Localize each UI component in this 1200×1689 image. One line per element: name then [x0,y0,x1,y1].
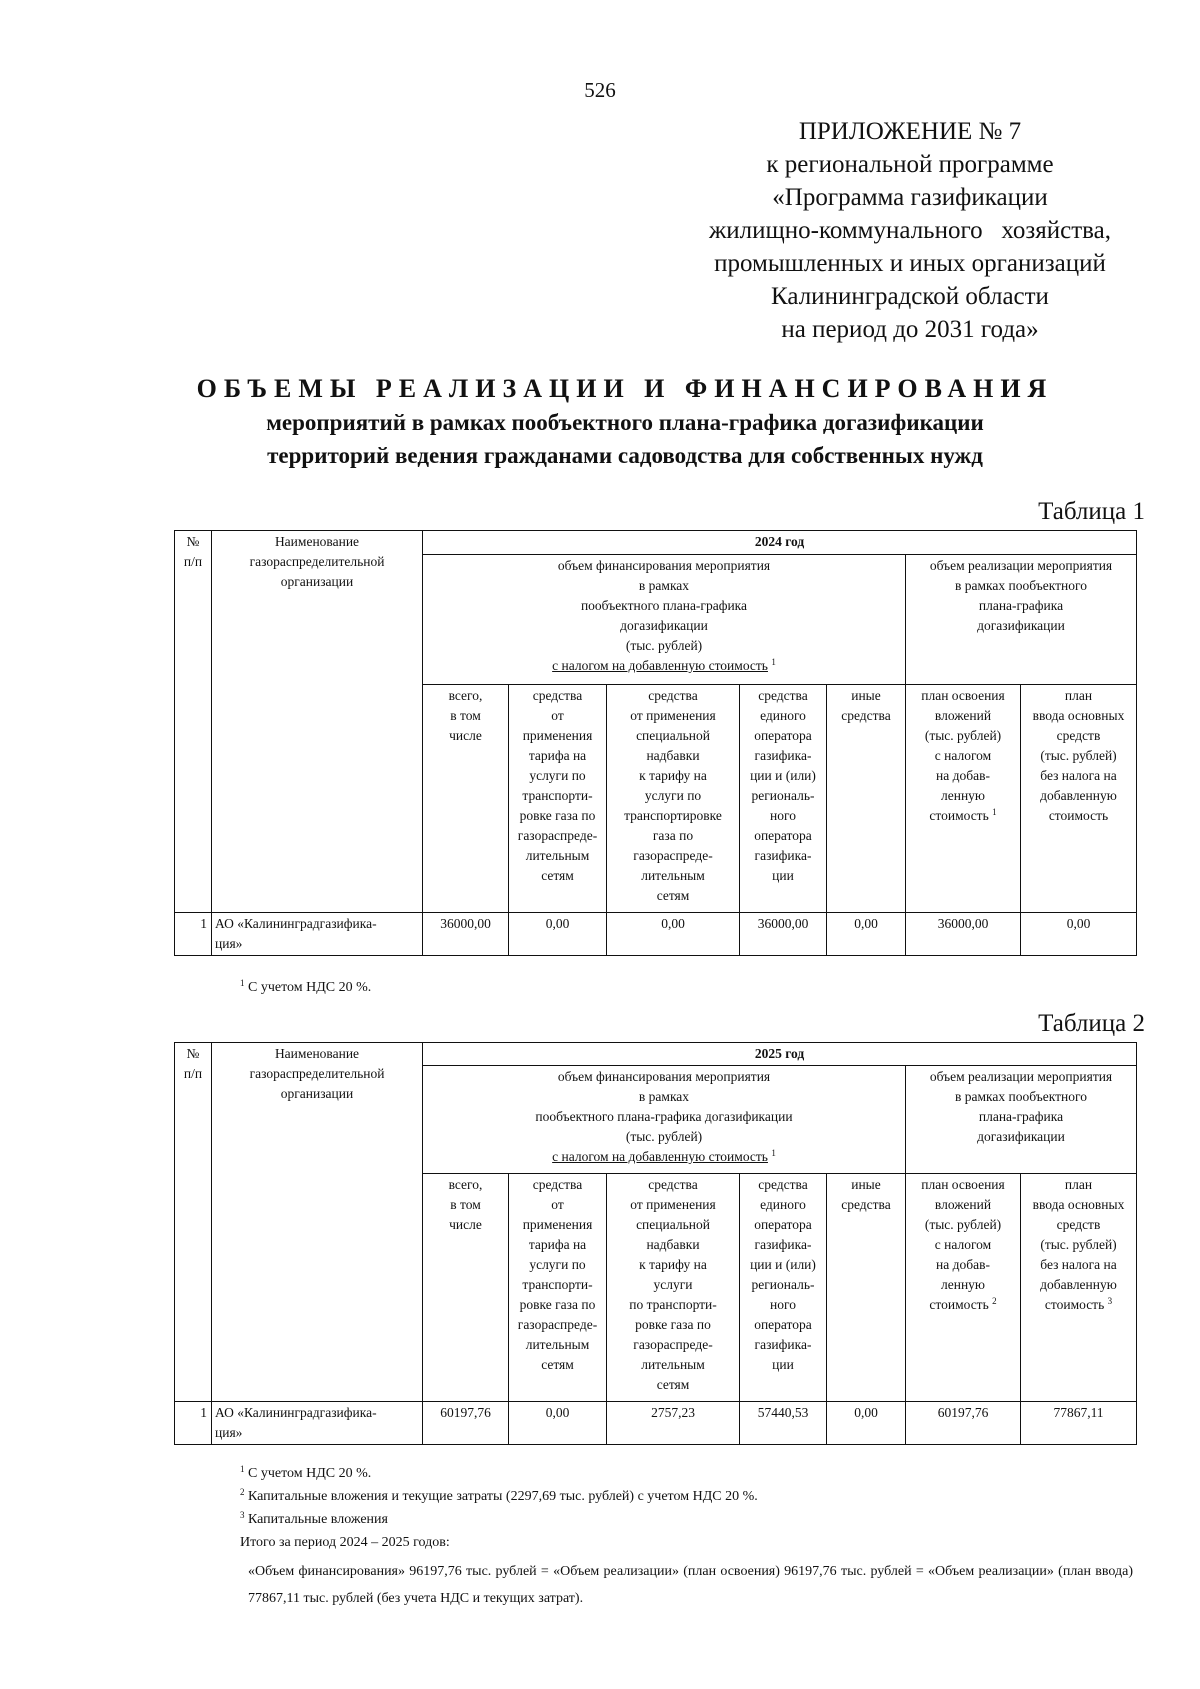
footnote: $^3$ Капитальные вложения [240,1510,388,1527]
col-header-tariff: средства от применения тарифа на услуги по транспорти- ровке газа по газораспреде- лительным сетям [509,685,607,913]
col-header-org: Наименование газораспределительной организации [212,531,423,913]
title-main: ОБЪЕМЫ РЕАЛИЗАЦИИ И ФИНАНСИРОВАНИЯ [196,374,1054,403]
footnote-ref: 1 [771,1148,776,1158]
col-header-fixed-assets: план ввода основных средств (тыс. рублей) без налога на добавленную стоимость [1021,685,1137,913]
footnote-ref: 2 [992,1296,997,1306]
row-total: 60197,76 [423,1402,509,1445]
year-header: 2025 год [423,1043,1137,1066]
col-header-plan: план освоения вложений (тыс. рублей) с налогом на добав- ленную стоимость $^2$ [906,1174,1021,1402]
footnote-ref: 3 [1107,1296,1113,1306]
financing-header: объем финансирования мероприятия в рамках пообъектного плана-графика догазификации (тыс. рублей) с налогом на добавленную стоимость $^1$ [423,555,906,685]
row-org: АО «Калининградгазифика- ция» [212,913,423,956]
table2-footnotes [240,1462,1140,1554]
row-plan: 36000,00 [906,913,1021,956]
row-operator: 57440,53 [740,1402,827,1445]
appendix-line: «Программа газификации [772,184,1048,211]
row-plan: 60197,76 [906,1402,1021,1445]
table1-label: Таблица 1 [1038,498,1145,525]
title-subtitle-line: территорий ведения гражданами садоводства для собственных нужд [267,443,983,468]
table-row [175,913,1137,956]
row-total: 36000,00 [423,913,509,956]
col-header-surcharge: средства от применения специальной надбавки к тарифу на услуги по транспортировке газа по газораспреде- лительным сетям [607,685,740,913]
appendix-line: Калининградской области [771,283,1049,310]
appendix-line: ПРИЛОЖЕНИЕ № 7 [798,118,1022,145]
col-header-num: № п/п [175,1043,212,1402]
col-header-plan: план освоения вложений (тыс. рублей) с налогом на добав- ленную стоимость $^1$ [906,685,1021,913]
footnote: $^1$ С учетом НДС 20 %. [240,1464,372,1481]
year-header: 2024 год [423,531,1137,555]
appendix-header [660,115,1160,346]
table1-footnotes [240,976,1140,999]
row-fixed-assets: 77867,11 [1021,1402,1137,1445]
row-tariff: 0,00 [509,1402,607,1445]
table-row [175,1402,1137,1445]
row-num: 1 [175,913,212,956]
implementation-header: объем реализации мероприятия в рамках пообъектного плана-графика догазификации [906,1066,1137,1174]
col-header-total: всего, в том числе [423,685,509,913]
appendix-line: жилищно-коммунального хозяйства, [709,217,1111,244]
appendix-line: к региональной программе [766,151,1054,178]
title-subtitle-line: мероприятий в рамках пообъектного плана-графика догазификации [266,410,984,435]
col-header-num: № п/п [175,531,212,913]
page-number: 526 [584,78,616,102]
col-header-org: Наименование газораспределительной организации [212,1043,423,1402]
col-header-other: иные средства [827,685,906,913]
row-num: 1 [175,1402,212,1445]
row-fixed-assets: 0,00 [1021,913,1137,956]
total-period-label: Итого за период 2024 – 2025 годов: [240,1535,450,1550]
footnote: $^1$ С учетом НДС 20 %. [240,978,372,995]
footnote-ref: 1 [771,657,776,667]
row-other: 0,00 [827,1402,906,1445]
row-operator: 36000,00 [740,913,827,956]
table2 [174,1042,1137,1445]
footnote-ref: 1 [992,807,997,817]
row-tariff: 0,00 [509,913,607,956]
table2-label: Таблица 2 [1038,1010,1145,1037]
col-header-surcharge: средства от применения специальной надбавки к тарифу на услуги по транспорти- ровке газа по газораспреде- лительным сетям [607,1174,740,1402]
appendix-line: на период до 2031 года» [781,316,1039,343]
summary-paragraph: «Объем финансирования» 96197,76 тыс. рублей = «Объем реализации» (план освоения) 96197,76 тыс. рублей = «Объем реализации» (план ввода) 77867,11 тыс. рублей (без учета НДС и текущих затрат). [248,1564,1133,1606]
col-header-other: иные средства [827,1174,906,1402]
col-header-operator: средства единого оператора газифика- ции и (или) региональ- ного оператора газифика- ции [740,1174,827,1402]
implementation-header: объем реализации мероприятия в рамках пообъектного плана-графика догазификации [906,555,1137,685]
footnote: $^2$ Капитальные вложения и текущие затраты (2297,69 тыс. рублей) с учетом НДС 20 %. [240,1487,758,1504]
financing-header: объем финансирования мероприятия в рамках пообъектного плана-графика догазификации (тыс. рублей) с налогом на добавленную стоимость $^1$ [423,1066,906,1174]
table1 [174,530,1137,956]
col-header-tariff: средства от применения тарифа на услуги по транспорти- ровке газа по газораспреде- лительным сетям [509,1174,607,1402]
document-title [120,372,1130,472]
row-surcharge: 2757,23 [607,1402,740,1445]
col-header-fixed-assets: план ввода основных средств (тыс. рублей) без налога на добавленную стоимость $^3$ [1021,1174,1137,1402]
col-header-operator: средства единого оператора газифика- ции и (или) региональ- ного оператора газифика- ции [740,685,827,913]
row-surcharge: 0,00 [607,913,740,956]
appendix-line: промышленных и иных организаций [714,250,1106,277]
col-header-total: всего, в том числе [423,1174,509,1402]
row-org: АО «Калининградгазифика- ция» [212,1402,423,1445]
row-other: 0,00 [827,913,906,956]
